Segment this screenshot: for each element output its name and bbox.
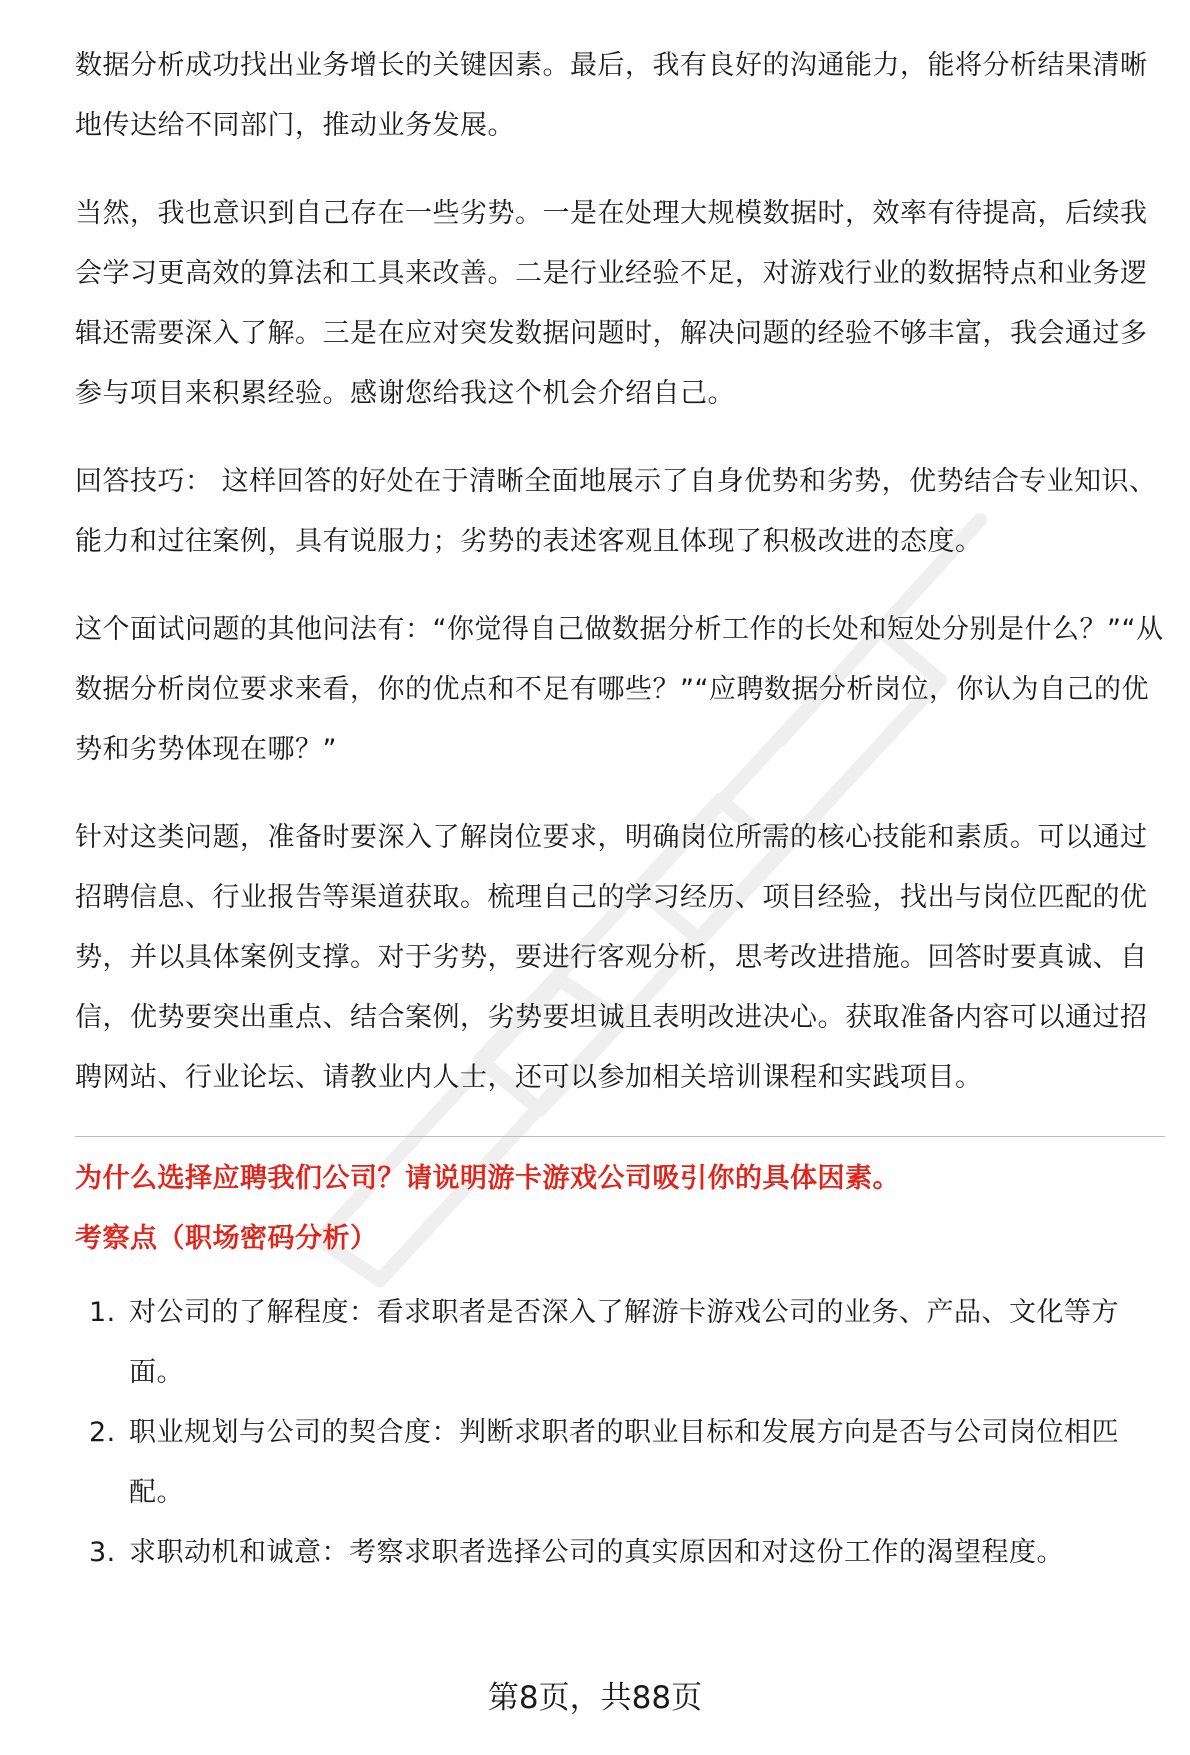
list-item-text: 职业规划与公司的契合度：判断求职者的职业目标和发展方向是否与公司岗位相匹配。 [129, 1417, 1119, 1508]
document-page [75, 36, 1165, 1583]
list-item-number: 1. [89, 1297, 116, 1328]
list-item-number: 3. [89, 1537, 116, 1568]
list-item-text: 求职动机和诚意：考察求职者选择公司的真实原因和对这份工作的渴望程度。 [129, 1537, 1064, 1568]
assessment-points-list [75, 1283, 1165, 1583]
list-item-number: 2. [89, 1417, 116, 1448]
page-number-footer: 第8页，共88页 [487, 1680, 703, 1716]
body-paragraph-1: 数据分析成功找出业务增长的关键因素。最后，我有良好的沟通能力，能将分析结果清晰地传达给不同部门，推动业务发展。 [75, 50, 1148, 141]
question-title: 为什么选择应聘我们公司？请说明游卡游戏公司吸引你的具体因素。 [75, 1163, 900, 1194]
body-paragraph-alt-questions: 这个面试问题的其他问法有：“你觉得自己做数据分析工作的长处和短处分别是什么？”“从数据分析岗位要求来看，你的优点和不足有哪些？”“应聘数据分析岗位，你认为自己的优势和劣势体现在哪？” [75, 614, 1164, 765]
body-paragraph-answer-tips: 回答技巧： 这样回答的好处在于清晰全面地展示了自身优势和劣势，优势结合专业知识、能力和过往案例，具有说服力；劣势的表述客观且体现了积极改进的态度。 [75, 466, 1157, 557]
list-item [75, 1403, 1165, 1523]
body-paragraph-preparation: 针对这类问题，准备时要深入了解岗位要求，明确岗位所需的核心技能和素质。可以通过招聘信息、行业报告等渠道获取。梳理自己的学习经历、项目经验，找出与岗位匹配的优势，并以具体案例支撑。对于劣势，要进行客观分析，思考改进措施。回答时要真诚、自信，优势要突出重点、结合案例，劣势要坦诚且表明改进决心。获取准备内容可以通过招聘网站、行业论坛、请教业内人士，还可以参加相关培训课程和实践项目。 [75, 822, 1148, 1093]
list-item-text: 对公司的了解程度：看求职者是否深入了解游卡游戏公司的业务、产品、文化等方面。 [129, 1297, 1119, 1388]
section-divider [75, 1136, 1165, 1137]
body-paragraph-2: 当然，我也意识到自己存在一些劣势。一是在处理大规模数据时，效率有待提高，后续我会学习更高效的算法和工具来改善。二是行业经验不足，对游戏行业的数据特点和业务逻辑还需要深入了解。三是在应对突发数据问题时，解决问题的经验不够丰富，我会通过多参与项目来积累经验。感谢您给我这个机会介绍自己。 [75, 198, 1148, 409]
question-subtitle: 考察点（职场密码分析） [75, 1223, 378, 1254]
list-item [75, 1283, 1165, 1403]
list-item [75, 1523, 1165, 1583]
